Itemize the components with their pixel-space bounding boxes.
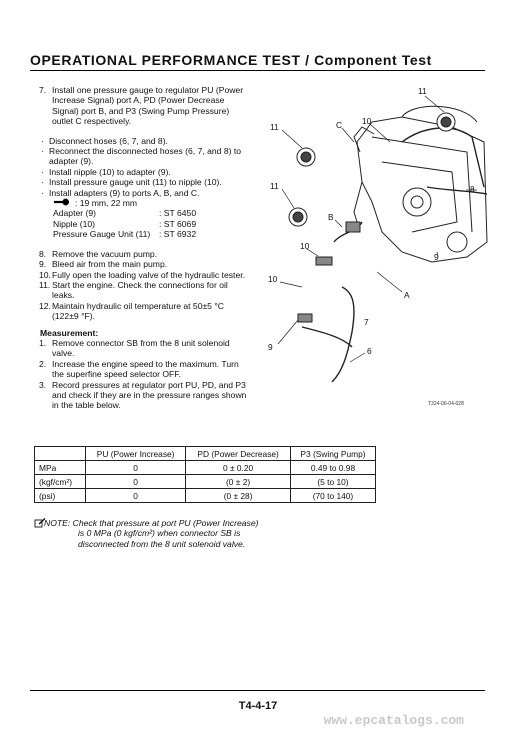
spec-row: [40, 208, 250, 218]
step-item: [40, 280, 250, 301]
figure-code: T324-06-04-028: [428, 401, 464, 407]
bullet-list: [40, 136, 250, 198]
diagram-callout-label: 9: [268, 342, 273, 352]
bullet-item: [40, 188, 250, 198]
note-text: Check that pressure at port PU (Power Increase) is 0 MPa (0 kgf/cm²) when connector SB is disconnected from the 8 unit solenoid valve.: [72, 518, 259, 549]
bullet-text: Install pressure gauge unit (11) to nipple (10).: [49, 177, 222, 188]
spec-value: : ST 6069: [159, 218, 197, 229]
spec-row: [40, 229, 250, 239]
bullet-dot: ·: [41, 187, 44, 198]
step-text: Increase the engine speed to the maximum. Turn the superfine speed selector OFF.: [52, 358, 239, 380]
pressure-gauges: [289, 113, 455, 322]
spec-name: Nipple (10): [53, 218, 96, 229]
table-row: [35, 475, 376, 489]
spec-list: [40, 208, 250, 239]
step-text: Bleed air from the main pump.: [52, 259, 168, 270]
value-cell: 0: [86, 461, 186, 475]
footer-rule: [30, 690, 485, 691]
step-text: Fully open the loading valve of the hydraulic tester.: [52, 269, 245, 280]
diagram-callout-label: 9: [434, 252, 439, 262]
table-header-cell: PD (Power Decrease): [186, 447, 291, 461]
step-item: [40, 270, 250, 280]
bullet-text: Install nipple (10) to adapter (9).: [49, 166, 171, 177]
diagram-callout-label: 11: [270, 181, 279, 191]
bullet-dot: ·: [41, 166, 44, 177]
value-cell: 0: [86, 475, 186, 489]
bullet-dot: ·: [41, 135, 44, 146]
step-number: 1.: [39, 337, 47, 348]
step-number: 10.: [39, 269, 51, 280]
value-cell: 0: [86, 489, 186, 503]
step-item: [40, 259, 250, 269]
diagram-callout-label: B: [328, 212, 334, 222]
step-number: 3.: [39, 379, 47, 390]
step-number: 12.: [39, 300, 51, 311]
spec-row: [40, 219, 250, 229]
spec-value: : ST 6932: [159, 229, 197, 240]
step-text: Record pressures at regulator port PU, PD, and P3 and check if they are in the pressure ranges shown in the table below.: [52, 379, 247, 411]
unit-cell: (kgf/cm²): [35, 475, 86, 489]
table-row: [35, 489, 376, 503]
watermark-text: www.epcatalogs.com: [323, 713, 464, 728]
pump-outline: [354, 106, 487, 262]
wrench-spec: [40, 198, 250, 208]
step-text: Maintain hydraulic oil temperature at 50±5 °C (122±9 °F).: [52, 300, 224, 322]
bullet-dot: ·: [41, 146, 44, 157]
header-rule: [30, 70, 485, 71]
step-number: 2.: [39, 358, 47, 369]
step-number: 11.: [39, 279, 51, 290]
step-item: [40, 338, 250, 359]
step-text: Install one pressure gauge to regulator PU (Power Increase Signal) port A, PD (Power Decrease Signal) port B, and P3 (Swing Pump Pressure) outlet C respectively.: [52, 85, 244, 127]
step-item: [40, 380, 250, 411]
bullet-text: Disconnect hoses (6, 7, and 8).: [49, 135, 168, 146]
bullet-text: Reconnect the disconnected hoses (6, 7, and 8) to adapter (9).: [49, 146, 242, 167]
step-item: [40, 85, 250, 127]
value-cell: 0 ± 0.20: [186, 461, 291, 475]
step-item: [40, 359, 250, 380]
step-number: 7.: [39, 85, 47, 95]
diagram-callout-label: 6: [367, 346, 372, 356]
bullet-item: [40, 136, 250, 146]
table-header-cell: PU (Power Increase): [86, 447, 186, 461]
value-cell: (0 ± 28): [186, 489, 291, 503]
value-cell: (5 to 10): [290, 475, 375, 489]
note-label: NOTE:: [44, 518, 71, 528]
step-text: Remove the vacuum pump.: [52, 248, 158, 259]
bullet-item: [40, 146, 250, 167]
value-cell: (70 to 140): [290, 489, 375, 503]
table-row: [35, 461, 376, 475]
step-text: Remove connector SB from the 8 unit solenoid valve.: [52, 337, 230, 359]
table-body: [35, 461, 376, 503]
note-block: [34, 518, 264, 549]
diagram-callout-label: 10: [362, 116, 372, 126]
bullet-item: [40, 177, 250, 187]
bullet-dot: ·: [41, 177, 44, 188]
steps-list-2: [40, 249, 250, 322]
table-header-cell: P3 (Swing Pump): [290, 447, 375, 461]
value-cell: (0 ± 2): [186, 475, 291, 489]
diagram-callout-label: 11: [418, 86, 427, 96]
pressure-table: [34, 446, 376, 503]
unit-cell: (psi): [35, 489, 86, 503]
step-number: 9.: [39, 259, 47, 270]
spec-name: Pressure Gauge Unit (11): [53, 229, 151, 240]
diagram-callout-label: 7: [364, 317, 369, 327]
table-header-cell: [35, 447, 86, 461]
measurement-steps: [40, 338, 250, 411]
instructions-column: [40, 85, 250, 411]
step-number: 8.: [39, 248, 47, 259]
step-text: Start the engine. Check the connections for oil leaks.: [52, 279, 228, 301]
diagram-callout-label: 11: [270, 122, 279, 132]
step-item: [40, 301, 250, 322]
unit-cell: MPa: [35, 461, 86, 475]
diagram-callout-label: A: [404, 290, 410, 300]
wrench-icon: [53, 198, 75, 206]
wrench-size: : 19 mm, 22 mm: [75, 198, 138, 209]
bullet-item: [40, 167, 250, 177]
page-number: T4-4-17: [238, 700, 278, 712]
memo-pencil-icon: [34, 518, 46, 528]
diagram-callout-label: 10: [300, 241, 310, 251]
table-header-row: [35, 447, 376, 461]
component-diagram: [262, 82, 492, 412]
steps-list: [40, 85, 250, 127]
spec-name: Adapter (9): [53, 208, 96, 219]
page-title: OPERATIONAL PERFORMANCE TEST / Component Test: [30, 52, 432, 68]
spec-value: : ST 6450: [159, 208, 197, 219]
diagram-callout-label: 10: [268, 274, 278, 284]
step-item: [40, 249, 250, 259]
bullet-text: Install adapters (9) to ports A, B, and C.: [49, 187, 200, 198]
diagram-callout-label: 8: [470, 184, 475, 194]
diagram-callout-label: C: [336, 120, 343, 130]
value-cell: 0.49 to 0.98: [290, 461, 375, 475]
measurement-title: Measurement:: [40, 327, 99, 338]
hose-lines: [302, 128, 487, 382]
